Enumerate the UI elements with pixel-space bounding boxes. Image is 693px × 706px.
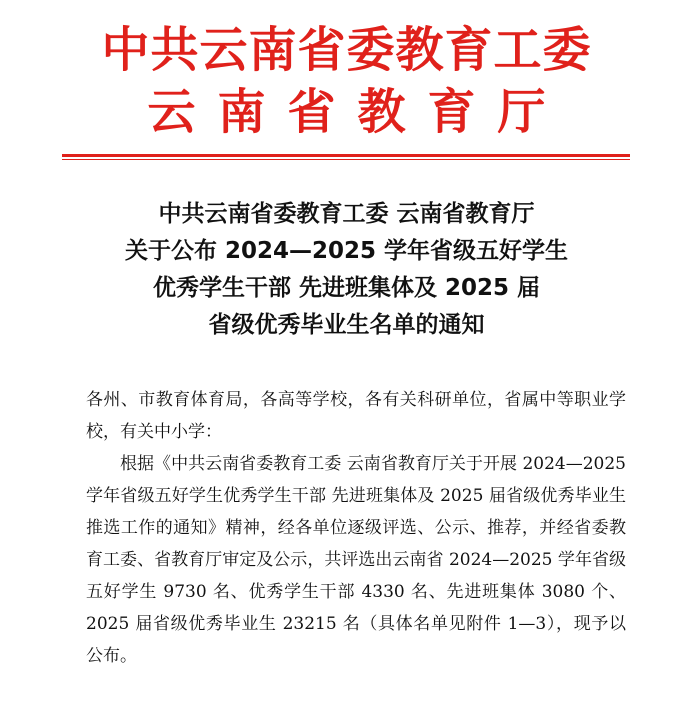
red-divider-thin xyxy=(62,159,630,160)
title-line-2: 关于公布 2024—2025 学年省级五好学生 xyxy=(124,238,569,264)
document-title xyxy=(0,196,693,344)
title-line-3: 优秀学生干部 先进班集体及 2025 届 xyxy=(152,275,541,301)
title-line-1: 中共云南省委教育工委 云南省教育厅 xyxy=(158,201,535,227)
red-divider-thick xyxy=(62,154,630,157)
document-header xyxy=(0,0,693,170)
salutation: 各州、市教育体育局，各高等学校，各有关科研单位，省属中等职业学校，有关中小学： xyxy=(86,390,626,442)
issuing-org-line-1: 中共云南省委教育工委 xyxy=(101,22,592,78)
title-line-4: 省级优秀毕业生名单的通知 xyxy=(208,312,485,338)
document-body xyxy=(86,384,626,672)
issuing-org-line-2: 云南省教育厅 xyxy=(147,84,568,140)
body-paragraph-1: 根据《中共云南省委教育工委 云南省教育厅关于开展 2024—2025 学年省级五好学生优秀学生干部 先进班集体及 2025 届省级优秀毕业生推选工作的通知》精神，经各单位逐级评选、公示、推荐，并经省委教育工委、省教育厅审定及公示，共评选出云南省 2024—2025 学年省级五好学生 9730 名、优秀学生干部 4330 名、先进班集体 3080 个、2025 届省级优秀毕业生 23215 名（具体名单见附件 1—3），现予以公布。 xyxy=(86,454,626,666)
